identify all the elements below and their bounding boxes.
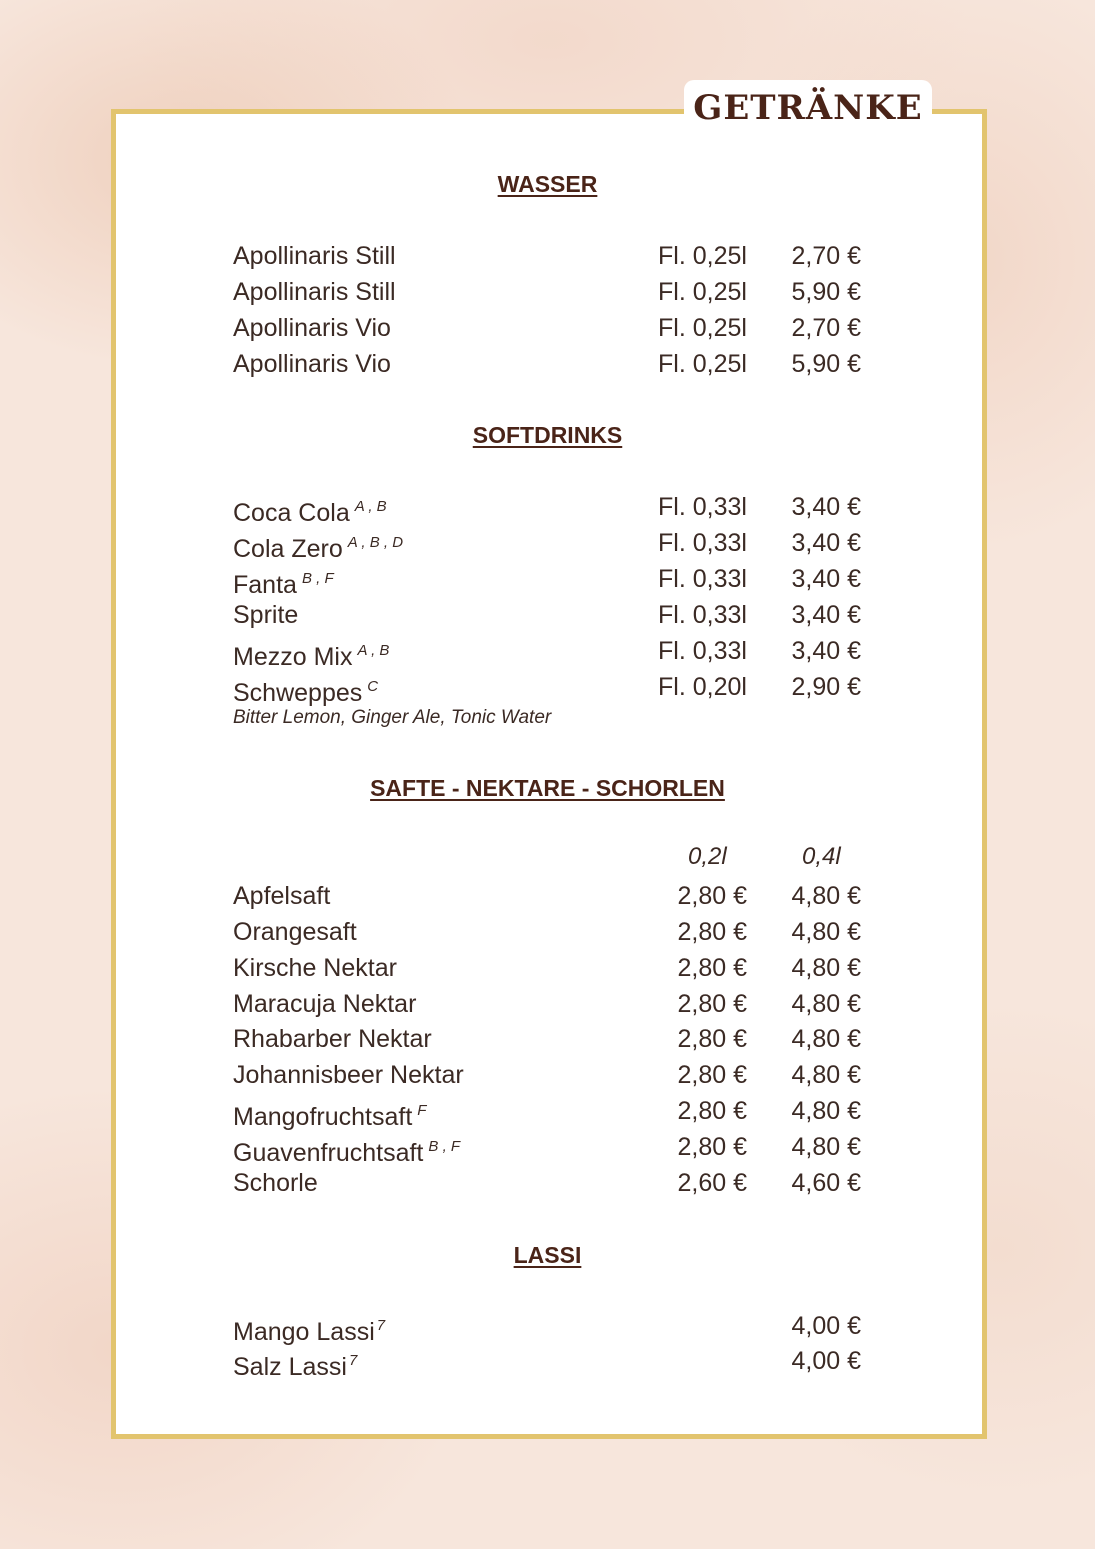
item-size: Fl. 0,20l [658,673,747,701]
menu-item [0,1343,1095,1379]
item-price: 2,70 € [791,242,861,270]
item-price: 4,00 € [791,1347,861,1375]
menu-item [0,950,1095,986]
item-size: Fl. 0,25l [658,242,747,270]
item-name: Salz Lassi $^7$ [233,1352,358,1381]
item-price: 4,00 € [791,1312,861,1340]
item-name: Maracuja Nektar [233,990,417,1018]
menu-item [0,1021,1095,1057]
item-price: 3,40 € [791,529,861,557]
menu-item [0,489,1095,525]
item-name: Apfelsaft [233,882,331,910]
item-price: 3,40 € [791,493,861,521]
item-name: Apollinaris Still [233,278,396,306]
item-name: Schweppes $^C$ [233,678,379,707]
item-name: Mango Lassi $^7$ [233,1317,386,1346]
column-header-small: 0,2l [688,843,727,870]
item-size: Fl. 0,33l [658,565,747,593]
item-price-large: 4,80 € [791,990,861,1018]
allergen-codes: A , B [357,642,390,659]
section-heading-saefte: SAFTE - NEKTARE - SCHORLEN [370,775,725,801]
menu-item [0,238,1095,274]
item-name: Cola Zero $^{A , B , D}$ [233,534,404,563]
allergen-codes: A , B , D [347,534,404,551]
menu-item [0,986,1095,1022]
item-price-small: 2,80 € [677,1061,747,1089]
item-price-small: 2,60 € [677,1169,747,1197]
item-size: Fl. 0,25l [658,314,747,342]
item-name: Rhabarber Nektar [233,1025,432,1053]
menu-item [0,1129,1095,1165]
allergen-codes: A , B [354,498,387,515]
item-price: 5,90 € [791,278,861,306]
item-size: Fl. 0,33l [658,637,747,665]
item-size: Fl. 0,33l [658,493,747,521]
item-price-large: 4,80 € [791,1025,861,1053]
item-price-small: 2,80 € [677,954,747,982]
menu-item [0,633,1095,669]
menu-item [0,1057,1095,1093]
menu-item [0,525,1095,561]
page-title: GETRÄNKE [693,88,923,128]
item-name: Kirsche Nektar [233,954,397,982]
menu-item [0,310,1095,346]
item-name: Guavenfruchtsaft $^{B , F}$ [233,1138,461,1167]
item-price-small: 2,80 € [677,1133,747,1161]
menu-item [0,1093,1095,1129]
item-price-small: 2,80 € [677,1097,747,1125]
item-price-large: 4,60 € [791,1169,861,1197]
section-heading-lassi: LASSI [513,1242,582,1268]
item-price: 5,90 € [791,350,861,378]
item-size: Fl. 0,33l [658,529,747,557]
item-size: Fl. 0,33l [658,601,747,629]
item-price-large: 4,80 € [791,1097,861,1125]
item-name: Apollinaris Vio [233,350,391,378]
item-name: Fanta $^{B , F}$ [233,570,334,599]
item-price: 3,40 € [791,601,861,629]
item-price: 2,70 € [791,314,861,342]
menu-item [0,1308,1095,1344]
item-name: Sprite [233,601,299,629]
section-heading-softdrinks: SOFTDRINKS [472,422,623,448]
menu-item [0,346,1095,382]
item-price-large: 4,80 € [791,954,861,982]
menu-item [0,914,1095,950]
item-price-large: 4,80 € [791,882,861,910]
item-size: Fl. 0,25l [658,350,747,378]
item-price-large: 4,80 € [791,1133,861,1161]
allergen-codes: B , F [428,1138,461,1155]
allergen-codes: 7 [348,1352,358,1369]
item-name: Mangofruchtsaft $^F$ [233,1102,427,1131]
allergen-codes: B , F [301,570,334,587]
item-price-small: 2,80 € [677,1025,747,1053]
schweppes-varieties-note: Bitter Lemon, Ginger Ale, Tonic Water [233,707,552,728]
item-price: 2,90 € [791,673,861,701]
item-name: Coca Cola $^{A , B}$ [233,498,387,527]
section-heading-wasser: WASSER [497,171,598,197]
item-price-large: 4,80 € [791,918,861,946]
allergen-codes: F [417,1102,427,1119]
menu-item [0,561,1095,597]
item-name: Mezzo Mix $^{A , B}$ [233,642,390,671]
menu-item [0,597,1095,633]
item-price: 3,40 € [791,637,861,665]
item-price-small: 2,80 € [677,882,747,910]
item-name: Orangesaft [233,918,357,946]
item-name: Apollinaris Still [233,242,396,270]
item-name: Schorle [233,1169,318,1197]
item-price-small: 2,80 € [677,918,747,946]
column-header-large: 0,4l [802,843,841,870]
item-name: Johannisbeer Nektar [233,1061,464,1089]
item-price-large: 4,80 € [791,1061,861,1089]
menu-item [0,274,1095,310]
menu-item [0,878,1095,914]
allergen-codes: 7 [376,1317,386,1334]
item-price-small: 2,80 € [677,990,747,1018]
menu-item [0,669,1095,705]
allergen-codes: C [367,678,379,695]
item-name: Apollinaris Vio [233,314,391,342]
menu-item [0,1165,1095,1201]
item-price: 3,40 € [791,565,861,593]
item-size: Fl. 0,25l [658,278,747,306]
